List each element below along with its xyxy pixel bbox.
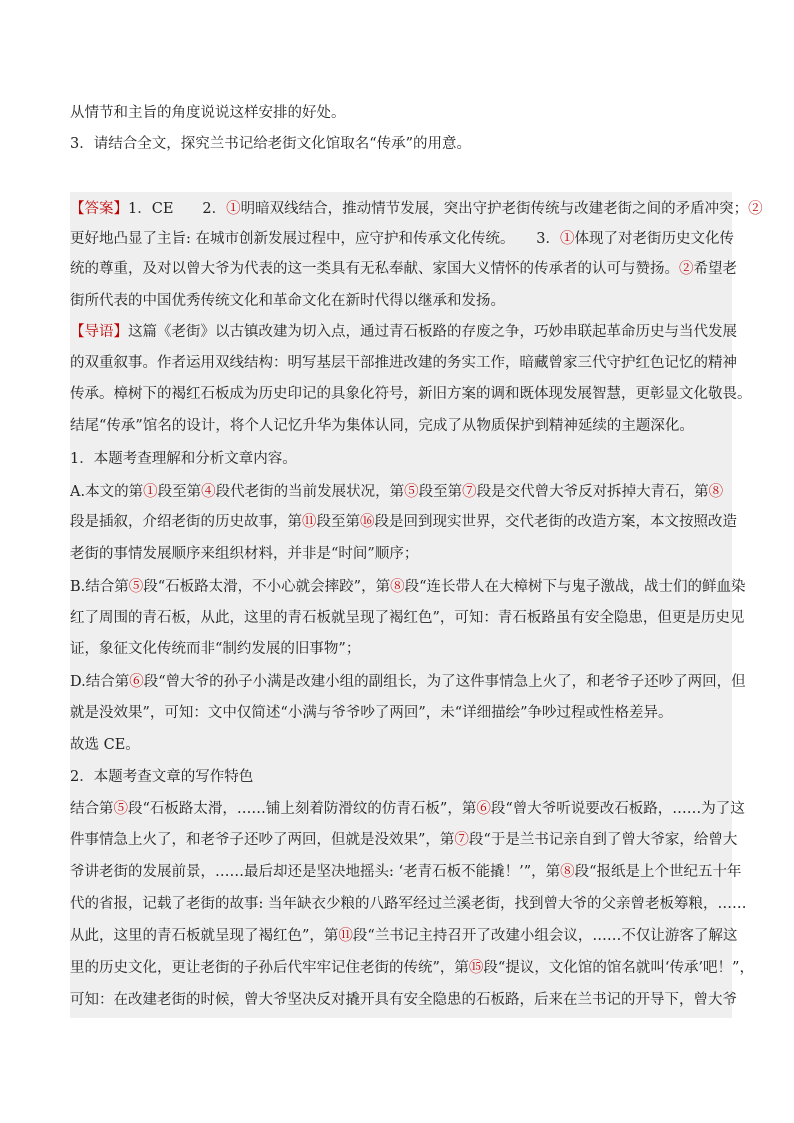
writing-line-4: 代的省报，记载了老街的故事: 当年缺衣少粮的八路军经过兰溪老街，找到曾大爷的父亲曾老板筹粮，…… <box>70 896 747 912</box>
answer-line-3: 统的尊重，及对以曾大爷为代表的这一类具有无私奉献、家国大义情怀的传承者的认可与赞扬。②希望老 <box>70 261 737 277</box>
option-a-line-1: A.本文的第①段至第④段代老街的当前发展状况，第⑤段至第⑦段是交代曾大爷反对拆掉大青石，第⑧ <box>70 484 724 500</box>
option-b-line-1: B.结合第⑤段“石板路太滑，不小心就会摔跤”，第⑧段“连长带人在大樟树下与鬼子激战，战士们的鲜血染 <box>70 579 746 595</box>
writing-line-2: 件事情急上火了，和老爷子还吵了两回，但就是没效果”，第⑦段“于是兰书记亲自到了曾大爷家，给曾大 <box>70 832 738 848</box>
writing-line-1: 结合第⑤段“石板路太滑，……铺上刻着防滑纹的仿青石板”，第⑥段“曾大爷听说要改石板路，……为了这 <box>70 801 745 817</box>
option-b-line-2: 红了周围的青石板，从此，这里的青石板就呈现了褐红色”，可知：青石板路虽有安全隐患，但更是历史见 <box>70 610 745 626</box>
question-3: 3．请结合全文，探究兰书记给老街文化馆取名“传承”的用意。 <box>70 136 472 152</box>
analysis-2-title: 2．本题考查文章的写作特色 <box>70 769 254 785</box>
option-b-line-3: 证，象征文化传统而非“制约发展的旧事物”； <box>70 641 361 657</box>
guide-line-2: 的双重叙事。作者运用双线结构：明写基层干部推进改建的务实工作，暗藏曾家三代守护红色记忆的精神 <box>70 355 737 371</box>
answer-choice: 故选 CE。 <box>70 737 140 753</box>
answer-section <box>70 192 763 1018</box>
question-2-tail: 从情节和主旨的角度说说这样安排的好处。 <box>70 105 346 121</box>
answer-tag: 【答案】 <box>70 201 128 217</box>
option-a-line-2: 段是插叙，介绍老街的历史故事，第⑪段至第⑯段是回到现实世界，交代老街的改造方案，本文按照改造 <box>70 514 737 530</box>
guide-line-1: 【导语】这篇《老街》以古镇改建为切入点，通过青石板路的存废之争，巧妙串联起革命历史与当代发展 <box>70 324 737 340</box>
answer-line-1: 【答案】1．CE 2．①明暗双线结合，推动情节发展，突出守护老街传统与改建老街之间的矛盾冲突；② <box>70 201 763 217</box>
writing-line-3: 爷讲老街的发展前景，……最后却还是坚决地摇头: ‘老青石板不能撬！’”，第⑧段“报纸是上个世纪五十年 <box>70 864 742 880</box>
answer-line-2: 更好地凸显了主旨: 在城市创新发展过程中，应守护和传承文化传统。 3．①体现了对老街历史文化传 <box>70 231 734 247</box>
guide-tag: 【导语】 <box>70 324 128 340</box>
guide-line-4: 结尾“传承”馆名的设计，将个人记忆升华为集体认同，完成了从物质保护到精神延续的主题深化。 <box>70 418 694 434</box>
answer-line-4: 街所代表的中国优秀传统文化和革命文化在新时代得以继承和发扬。 <box>70 293 505 309</box>
option-a-line-3: 老街的事情发展顺序来组织材料，并非是“时间”顺序； <box>70 546 419 562</box>
writing-line-6: 里的历史文化，更让老街的子孙后代牢牢记住老街的传统”，第⑮段“提议，文化馆的馆名就叫‘传承’吧！”， <box>70 960 754 976</box>
option-d-line-2: 就是没效果”，可知：文中仅简述“小满与爷爷吵了两回”，未“详细描绘”争吵过程或性格差异。 <box>70 705 673 721</box>
option-d-line-1: D.结合第⑥段“曾大爷的孙子小满是改建小组的副组长，为了这件事情急上火了，和老爷子还吵了两回，但 <box>70 674 746 690</box>
writing-line-5: 从此，这里的青石板就呈现了褐红色”，第⑪段“兰书记主持召开了改建小组会议，……不仅让游客了解这 <box>70 928 738 944</box>
analysis-1-title: 1．本题考查理解和分析文章内容。 <box>70 451 297 467</box>
guide-line-3: 传承。樟树下的褐红石板成为历史印记的具象化符号，新旧方案的调和既体现发展智慧，更彰显文化敬畏。 <box>70 386 752 402</box>
writing-line-7: 可知：在改建老街的时候，曾大爷坚决反对撬开具有安全隐患的石板路，后来在兰书记的开导下，曾大爷 <box>70 992 737 1008</box>
